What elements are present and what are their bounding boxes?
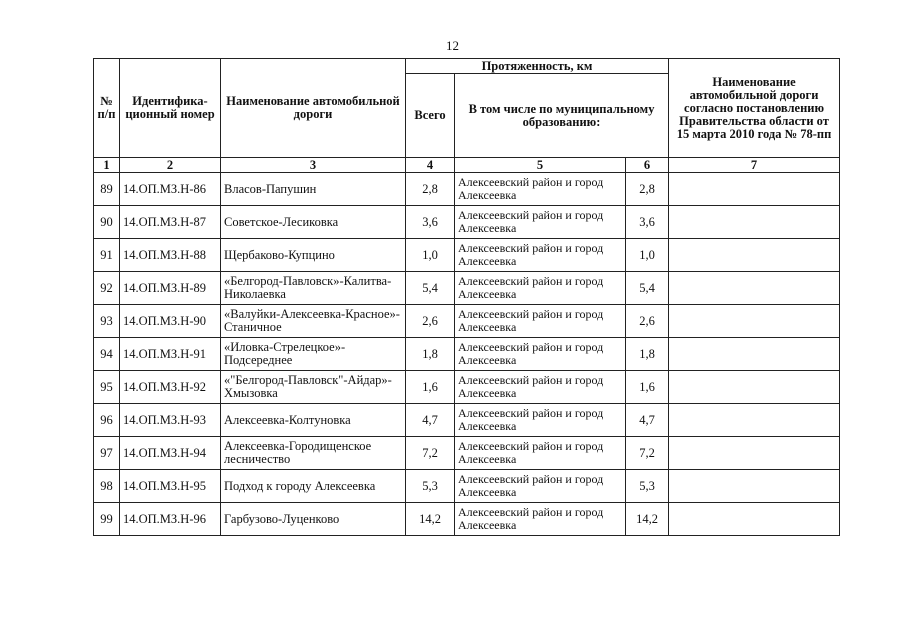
cell-no: 91 <box>94 239 120 272</box>
cell-id: 14.ОП.МЗ.Н-91 <box>120 338 221 371</box>
col-number: 6 <box>626 158 669 173</box>
cell-no: 98 <box>94 470 120 503</box>
cell-name: Подход к городу Алексеевка <box>221 470 406 503</box>
cell-note <box>669 173 840 206</box>
cell-note <box>669 206 840 239</box>
cell-total: 2,6 <box>406 305 455 338</box>
cell-id: 14.ОП.МЗ.Н-89 <box>120 272 221 305</box>
cell-len: 4,7 <box>626 404 669 437</box>
cell-muni: Алексеевский район и город Алексеевка <box>455 503 626 536</box>
cell-muni: Алексеевский район и город Алексеевка <box>455 371 626 404</box>
cell-len: 2,6 <box>626 305 669 338</box>
cell-no: 93 <box>94 305 120 338</box>
cell-name: Алексеевка-Колтуновка <box>221 404 406 437</box>
header-name: Наименование автомобильной дороги <box>221 59 406 158</box>
cell-total: 7,2 <box>406 437 455 470</box>
col-number: 7 <box>669 158 840 173</box>
cell-len: 2,8 <box>626 173 669 206</box>
cell-name: «Белгород-Павловск»-Калитва-Николаевка <box>221 272 406 305</box>
header-no: № п/п <box>94 59 120 158</box>
cell-muni: Алексеевский район и город Алексеевка <box>455 404 626 437</box>
cell-no: 99 <box>94 503 120 536</box>
table-row <box>94 404 840 437</box>
roads-table <box>93 58 840 536</box>
table-row <box>94 503 840 536</box>
table-row <box>94 470 840 503</box>
table-row <box>94 173 840 206</box>
cell-total: 5,4 <box>406 272 455 305</box>
cell-no: 96 <box>94 404 120 437</box>
cell-total: 2,8 <box>406 173 455 206</box>
table-row <box>94 239 840 272</box>
cell-note <box>669 239 840 272</box>
cell-muni: Алексеевский район и город Алексеевка <box>455 437 626 470</box>
cell-total: 1,0 <box>406 239 455 272</box>
cell-muni: Алексеевский район и город Алексеевка <box>455 470 626 503</box>
table-row <box>94 272 840 305</box>
header-including: В том числе по муниципальному образованию: <box>455 74 669 158</box>
header-id: Идентифика-ционный номер <box>120 59 221 158</box>
header-length-group: Протяженность, км <box>406 59 669 74</box>
cell-id: 14.ОП.МЗ.Н-92 <box>120 371 221 404</box>
cell-len: 1,0 <box>626 239 669 272</box>
cell-no: 95 <box>94 371 120 404</box>
cell-name: «Иловка-Стрелецкое»-Подсереднее <box>221 338 406 371</box>
cell-name: Алексеевка-Городищенское лесничество <box>221 437 406 470</box>
cell-len: 7,2 <box>626 437 669 470</box>
cell-len: 3,6 <box>626 206 669 239</box>
table-row <box>94 437 840 470</box>
cell-len: 5,3 <box>626 470 669 503</box>
cell-note <box>669 470 840 503</box>
cell-total: 1,6 <box>406 371 455 404</box>
cell-name: Советское-Лесиковка <box>221 206 406 239</box>
col-number: 3 <box>221 158 406 173</box>
cell-name: Власов-Папушин <box>221 173 406 206</box>
cell-no: 94 <box>94 338 120 371</box>
cell-no: 90 <box>94 206 120 239</box>
cell-len: 5,4 <box>626 272 669 305</box>
cell-id: 14.ОП.МЗ.Н-87 <box>120 206 221 239</box>
cell-id: 14.ОП.МЗ.Н-94 <box>120 437 221 470</box>
cell-note <box>669 503 840 536</box>
cell-id: 14.ОП.МЗ.Н-95 <box>120 470 221 503</box>
cell-no: 89 <box>94 173 120 206</box>
cell-muni: Алексеевский район и город Алексеевка <box>455 305 626 338</box>
cell-note <box>669 305 840 338</box>
cell-note <box>669 404 840 437</box>
cell-name: «"Белгород-Павловск"-Айдар»-Хмызовка <box>221 371 406 404</box>
cell-total: 1,8 <box>406 338 455 371</box>
cell-note <box>669 272 840 305</box>
cell-muni: Алексеевский район и город Алексеевка <box>455 338 626 371</box>
col-number: 1 <box>94 158 120 173</box>
cell-no: 92 <box>94 272 120 305</box>
header-total: Всего <box>406 74 455 158</box>
cell-total: 3,6 <box>406 206 455 239</box>
cell-total: 14,2 <box>406 503 455 536</box>
cell-id: 14.ОП.МЗ.Н-88 <box>120 239 221 272</box>
table-row <box>94 206 840 239</box>
col-number: 2 <box>120 158 221 173</box>
page-number: 12 <box>446 38 459 53</box>
table-row <box>94 338 840 371</box>
cell-muni: Алексеевский район и город Алексеевка <box>455 272 626 305</box>
cell-total: 5,3 <box>406 470 455 503</box>
col-number: 4 <box>406 158 455 173</box>
cell-len: 14,2 <box>626 503 669 536</box>
table-row <box>94 305 840 338</box>
col-number: 5 <box>455 158 626 173</box>
cell-muni: Алексеевский район и город Алексеевка <box>455 239 626 272</box>
cell-len: 1,6 <box>626 371 669 404</box>
cell-len: 1,8 <box>626 338 669 371</box>
cell-note <box>669 338 840 371</box>
table-row <box>94 371 840 404</box>
cell-id: 14.ОП.МЗ.Н-96 <box>120 503 221 536</box>
cell-id: 14.ОП.МЗ.Н-90 <box>120 305 221 338</box>
header-resolution: Наименование автомобильной дороги согласно постановлению Правительства области от 15 марта 2010 года № 78-пп <box>669 59 840 158</box>
cell-id: 14.ОП.МЗ.Н-86 <box>120 173 221 206</box>
cell-name: Щербаково-Купцино <box>221 239 406 272</box>
cell-name: Гарбузово-Луценково <box>221 503 406 536</box>
cell-no: 97 <box>94 437 120 470</box>
cell-name: «Валуйки-Алексеевка-Красное»-Станичное <box>221 305 406 338</box>
cell-muni: Алексеевский район и город Алексеевка <box>455 206 626 239</box>
cell-id: 14.ОП.МЗ.Н-93 <box>120 404 221 437</box>
cell-note <box>669 371 840 404</box>
cell-total: 4,7 <box>406 404 455 437</box>
cell-muni: Алексеевский район и город Алексеевка <box>455 173 626 206</box>
cell-note <box>669 437 840 470</box>
